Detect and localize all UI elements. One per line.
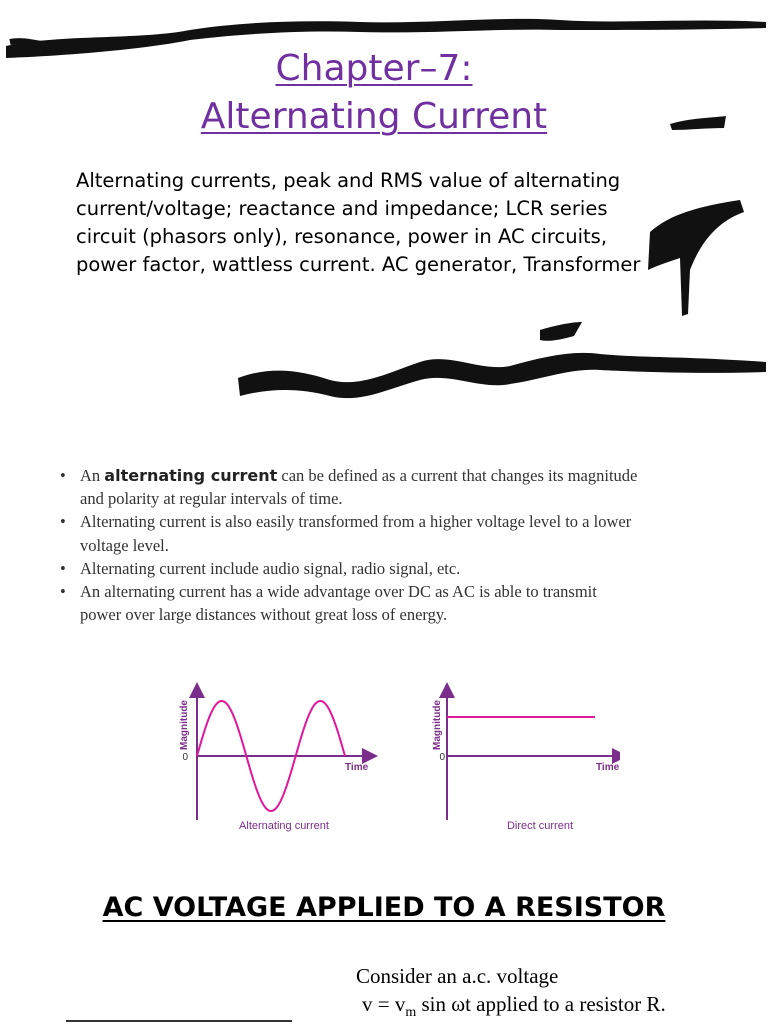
bullet-text: Alternating current is also easily transformed from a higher voltage level to a lower bbox=[80, 512, 632, 532]
bullet-item bbox=[58, 510, 738, 556]
section-heading: AC VOLTAGE APPLIED TO A RESISTOR bbox=[102, 892, 666, 923]
syllabus-line: circuit (phasors only), resonance, power in AC circuits, bbox=[76, 225, 608, 248]
resistor-line: Consider an a.c. voltage bbox=[356, 964, 559, 988]
resistor-equation bbox=[356, 990, 666, 1027]
bullet-text: power over large distances without great loss of energy. bbox=[80, 605, 448, 625]
bullet-text: voltage level. bbox=[80, 535, 169, 555]
equation-part: sin ωt applied to a resistor R. bbox=[416, 992, 666, 1016]
ac-caption: Alternating current bbox=[239, 820, 329, 832]
ac-graph bbox=[179, 690, 370, 832]
dc-y-label: Magnitude bbox=[432, 700, 443, 750]
syllabus-line: current/voltage; reactance and impedance; LCR series bbox=[76, 197, 608, 220]
resistor-description bbox=[356, 962, 666, 1027]
divider bbox=[66, 1020, 292, 1022]
syllabus-text bbox=[76, 167, 686, 279]
dc-x-label: Time bbox=[596, 762, 620, 773]
dc-origin-label: 0 bbox=[439, 752, 445, 763]
chapter-title: Chapter–7: bbox=[275, 48, 473, 89]
chapter-subtitle: Alternating Current bbox=[200, 96, 548, 137]
bullet-list bbox=[58, 464, 738, 626]
equation-subscript: m bbox=[405, 1005, 417, 1021]
syllabus-line: Alternating currents, peak and RMS value of alternating bbox=[76, 169, 621, 192]
dc-caption: Direct current bbox=[506, 820, 574, 832]
bullet-item bbox=[58, 557, 738, 580]
ac-origin-label: 0 bbox=[182, 752, 188, 763]
bullet-text: and polarity at regular intervals of time. bbox=[80, 489, 343, 509]
bullet-item bbox=[58, 464, 738, 510]
equation-part: v = v bbox=[362, 992, 406, 1016]
bold-term: alternating current bbox=[104, 466, 278, 485]
ac-y-label: Magnitude bbox=[179, 700, 190, 750]
bullet-item bbox=[58, 580, 738, 626]
syllabus-line: power factor, wattless current. AC generator, Transformer bbox=[76, 253, 641, 276]
ac-x-label: Time bbox=[345, 762, 369, 773]
bullet-text: Alternating current include audio signal, radio signal, etc. bbox=[80, 558, 461, 578]
bullet-text: can be defined as a current that changes its magnitude bbox=[277, 466, 638, 485]
bullet-text: An bbox=[80, 466, 105, 485]
bullet-text: An alternating current has a wide advantage over DC as AC is able to transmit bbox=[80, 582, 597, 602]
ac-dc-figure bbox=[160, 680, 620, 840]
dc-graph bbox=[432, 690, 620, 832]
